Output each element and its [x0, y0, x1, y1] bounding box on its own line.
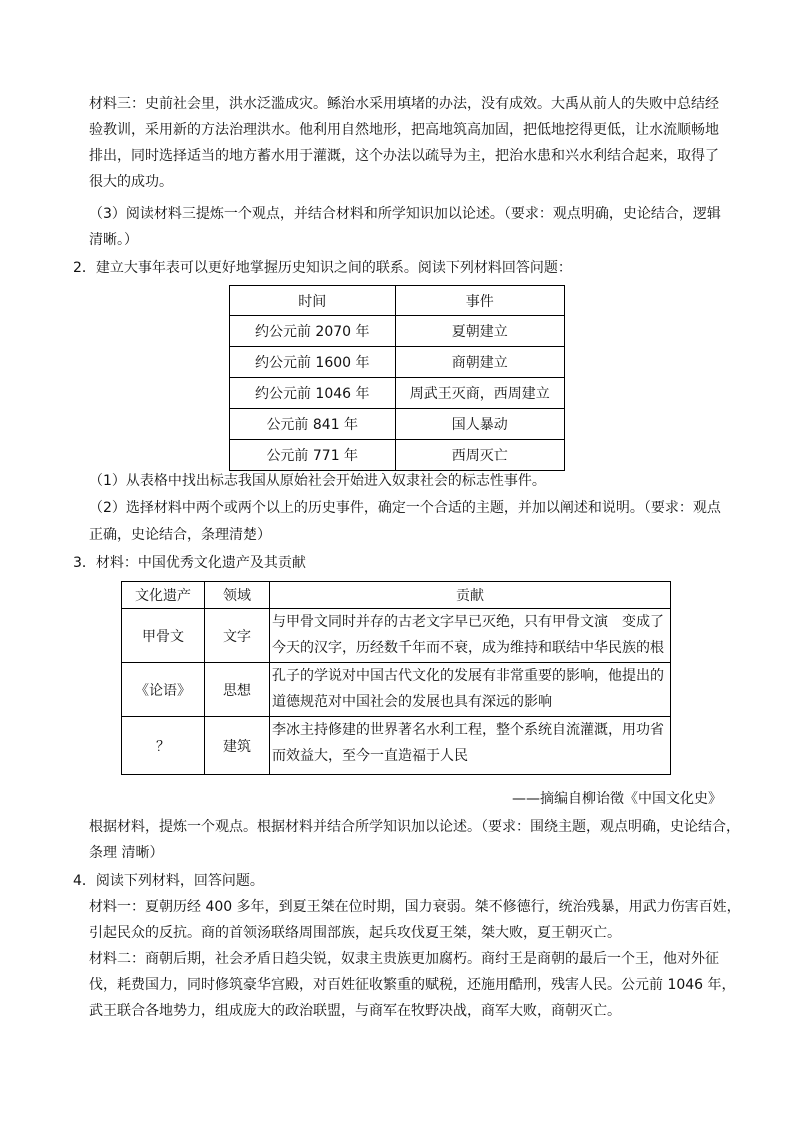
q4-material2-line-3: 武王联合各地势力，组成庞大的政治联盟，与商军在牧野决战，商军大败，商朝灭亡。 — [89, 1003, 621, 1019]
event-cell: 周武王灭商，西周建立 — [395, 378, 564, 409]
time-cell: 约公元前 1046 年 — [230, 378, 396, 409]
event-cell: 商朝建立 — [395, 347, 564, 378]
q2-intro: 2．建立大事年表可以更好地掌握历史知识之间的联系。阅读下列材料回答问题： — [73, 260, 572, 276]
q3-task-line-2: 条理 清晰） — [89, 845, 164, 861]
contribution-cell — [270, 717, 671, 775]
q2-sub2-line-2: 正确，史论结合，条理清楚） — [89, 527, 271, 543]
q4-material1-line-2: 引起民众的反抗。商的首领汤联络周围部族，起兵攻伐夏王桀，桀大败，夏王朝灭亡。 — [89, 925, 621, 941]
table-row — [230, 409, 565, 440]
table-row — [230, 440, 565, 471]
q4-material1-line-1: 材料一：夏朝历经 400 多年，到夏王桀在位时期，国力衰弱。桀不修德行，统治残暴，用武力伤害百姓， — [89, 899, 741, 915]
q2-sub1: （1）从表格中找出标志我国从原始社会开始进入奴隶社会的标志性事件。 — [89, 473, 546, 489]
contribution-line: 孔子的学说对中国古代文化的发展有非常重要的影响，他提出的 — [272, 668, 664, 684]
q4-material2-line-2: 伐，耗费国力，同时修筑豪华宫殿，对百姓征收繁重的赋税，还施用酷刑，残害人民。公元前 1046 年， — [89, 977, 736, 993]
contribution-line: 与甲骨文同时并存的古老文字早已灭绝，只有甲骨文演 变成了 — [272, 614, 664, 630]
table-row — [230, 378, 565, 409]
table-header-time: 时间 — [230, 286, 396, 316]
contribution-line: 而效益大，至今一直造福于人民 — [272, 748, 468, 764]
table-header-event: 事件 — [395, 286, 564, 316]
time-cell: 约公元前 1600 年 — [230, 347, 396, 378]
contribution-cell — [270, 663, 671, 717]
material3-line-2: 验教训，采用新的方法治理洪水。他利用自然地形，把高地筑高加固，把低地挖得更低，让水流顺畅地 — [89, 122, 719, 138]
time-cell: 公元前 841 年 — [230, 409, 396, 440]
q2-sub2-line-1: （2）选择材料中两个或两个以上的历史事件，确定一个合适的主题，并加以阐述和说明。（要求：观点 — [89, 500, 721, 516]
table-row — [122, 609, 671, 663]
timeline-table — [229, 285, 565, 471]
q3-intro: 3．材料：中国优秀文化遗产及其贡献 — [73, 555, 306, 571]
event-cell: 国人暴动 — [395, 409, 564, 440]
event-cell: 夏朝建立 — [395, 316, 564, 347]
event-cell: 西周灭亡 — [395, 440, 564, 471]
field-cell: 建筑 — [205, 717, 270, 775]
time-cell: 约公元前 2070 年 — [230, 316, 396, 347]
question3-line-1: （3）阅读材料三提炼一个观点，并结合材料和所学知识加以论述。（要求：观点明确，史论结合，逻辑 — [89, 206, 721, 222]
material3-line-1: 材料三：史前社会里，洪水泛滥成灾。鲧治水采用填堵的办法，没有成效。大禹从前人的失败中总结经 — [89, 96, 719, 112]
table-header-contribution: 贡献 — [270, 582, 671, 609]
q4-material2-line-1: 材料二：商朝后期，社会矛盾日趋尖锐，奴隶主贵族更加腐朽。商纣王是商朝的最后一个王，他对外征 — [89, 951, 719, 967]
q3-task-line-1: 根据材料，提炼一个观点。根据材料并结合所学知识加以论述。（要求：围绕主题，观点明确，史论结合， — [89, 819, 740, 835]
question3-line-2: 清晰。） — [89, 232, 138, 248]
table-header-heritage: 文化遗产 — [122, 582, 205, 609]
contribution-line: 李冰主持修建的世界著名水利工程，整个系统自流灌溉，用功省 — [272, 722, 664, 738]
table-row — [122, 663, 671, 717]
time-cell: 公元前 771 年 — [230, 440, 396, 471]
material3-line-4: 很大的成功。 — [89, 174, 173, 190]
contribution-cell — [270, 609, 671, 663]
heritage-table — [121, 581, 671, 775]
contribution-line: 道德规范对中国社会的发展也具有深远的影响 — [272, 694, 552, 710]
source-citation: ——摘编自柳诒徵《中国文化史》 — [512, 791, 722, 807]
table-row — [230, 347, 565, 378]
field-cell: 思想 — [205, 663, 270, 717]
table-row — [230, 316, 565, 347]
table-row — [122, 717, 671, 775]
heritage-cell: 甲骨文 — [122, 609, 205, 663]
heritage-cell: ？ — [122, 717, 205, 775]
contribution-line: 今天的汉字，历经数千年而不衰，成为维持和联结中华民族的根 — [272, 640, 664, 656]
field-cell: 文字 — [205, 609, 270, 663]
table-header-field: 领域 — [205, 582, 270, 609]
heritage-cell: 《论语》 — [122, 663, 205, 717]
material3-line-3: 排出，同时选择适当的地方蓄水用于灌溉，这个办法以疏导为主，把治水患和兴水利结合起来，取得了 — [89, 148, 719, 164]
q4-intro: 4．阅读下列材料，回答问题。 — [73, 873, 264, 889]
